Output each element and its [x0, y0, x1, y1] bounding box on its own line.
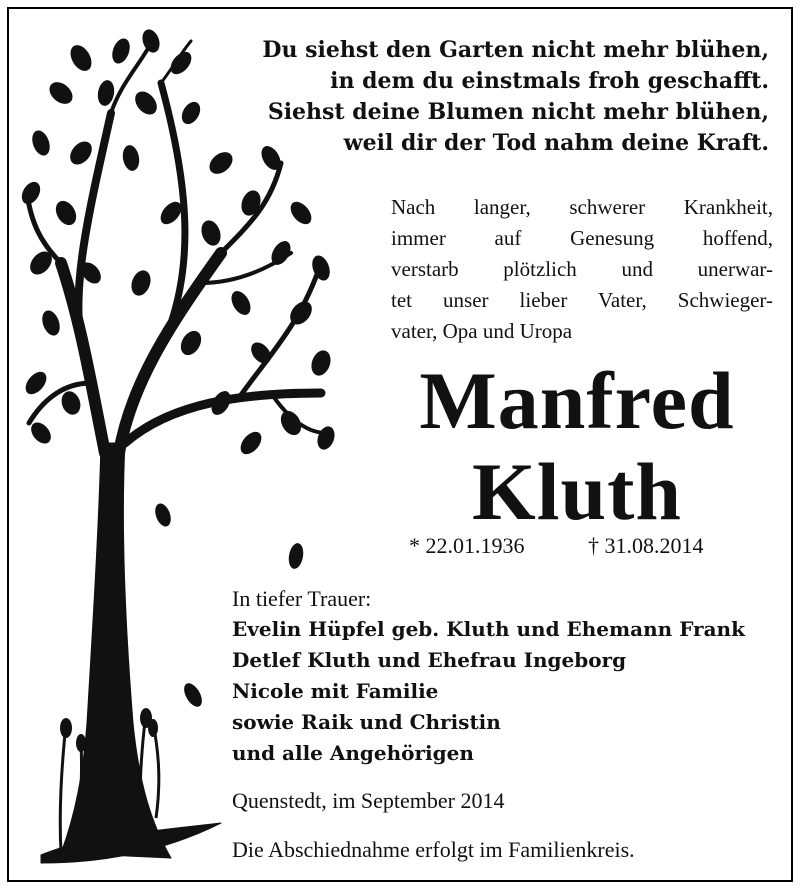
birth-date: * 22.01.1936 [409, 533, 525, 558]
intro-line: immer auf Genesung hoffend, [391, 226, 773, 250]
death-date: † 31.08.2014 [588, 533, 704, 558]
intro-text [391, 192, 773, 347]
place-date: Quenstedt, im September 2014 [232, 788, 505, 813]
poem-line: Siehst deine Blumen nicht mehr blühen, [267, 99, 769, 125]
mourner-name: Detlef Kluth und Ehefrau Ingeborg [232, 648, 627, 672]
poem-line: in dem du einstmals froh geschafft. [330, 68, 769, 94]
poem-line: weil dir der Tod nahm deine Kraft. [343, 130, 769, 156]
obituary-card [7, 7, 793, 882]
mourner-name: und alle Angehörigen [232, 741, 474, 765]
poem [249, 35, 769, 159]
intro-line: Nach langer, schwerer Krankheit, [391, 195, 773, 219]
mourner-name: Evelin Hüpfel geb. Kluth und Ehemann Frank [232, 617, 745, 641]
intro-line: verstarb plötzlich und unerwar- [391, 257, 773, 281]
poem-line: Du siehst den Garten nicht mehr blühen, [262, 37, 769, 63]
mourners-block [232, 583, 792, 769]
mourner-name: Nicole mit Familie [232, 679, 439, 703]
deceased-last-name: Kluth [471, 446, 683, 537]
intro-line: tet unser lieber Vater, Schwieger- [391, 288, 773, 312]
mourners-heading: In tiefer Trauer: [232, 586, 372, 611]
deceased-first-name: Manfred [419, 355, 735, 446]
mourner-name: sowie Raik und Christin [232, 710, 501, 734]
intro-line: vater, Opa und Uropa [391, 319, 573, 343]
farewell-note: Die Abschiednahme erfolgt im Familienkreis. [232, 837, 635, 862]
life-dates [409, 531, 704, 561]
